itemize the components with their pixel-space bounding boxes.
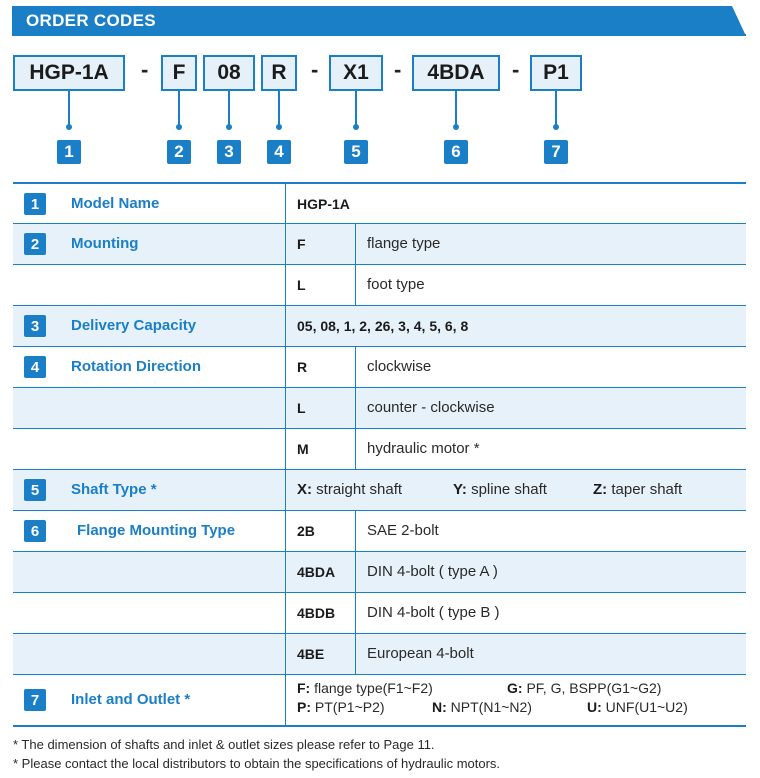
row-label-cell	[13, 184, 285, 223]
column-divider	[285, 593, 286, 633]
table-row	[13, 306, 746, 347]
column-divider	[285, 265, 286, 305]
table-row	[13, 429, 746, 470]
code-part-inlet: P1	[530, 55, 582, 91]
row-code: 2B	[297, 523, 315, 539]
row-desc: DIN 4-bolt ( type B )	[367, 604, 500, 621]
column-divider	[355, 552, 356, 592]
connector-dot	[66, 124, 72, 130]
table-row	[13, 347, 746, 388]
footnote-1: * The dimension of shafts and inlet & outlet sizes please refer to Page 11.	[13, 737, 435, 752]
code-part-model: HGP-1A	[13, 55, 125, 91]
shaft-option-y: Y: spline shaft	[453, 481, 547, 498]
row-number: 4	[24, 356, 46, 378]
row-code: L	[297, 277, 306, 293]
shaft-option-x: X: straight shaft	[297, 481, 403, 498]
badge-4: 4	[267, 140, 291, 164]
row-desc: foot type	[367, 276, 425, 293]
column-divider	[285, 184, 286, 223]
row-code: F	[297, 236, 306, 252]
badge-3: 3	[217, 140, 241, 164]
badge-7: 7	[544, 140, 568, 164]
table-row	[13, 675, 746, 727]
section-header	[12, 6, 746, 36]
table-row	[13, 265, 746, 306]
table-row	[13, 182, 746, 224]
connector-line	[68, 91, 70, 125]
row-code: HGP-1A	[297, 196, 350, 212]
row-code: L	[297, 400, 306, 416]
column-divider	[285, 388, 286, 428]
row-desc: European 4-bolt	[367, 645, 474, 662]
inlet-option-f: F: flange type(F1~F2)	[297, 680, 433, 696]
row-desc: flange type	[367, 235, 441, 252]
table-row	[13, 388, 746, 429]
column-divider	[355, 634, 356, 674]
connector-dot	[353, 124, 359, 130]
column-divider	[285, 347, 286, 387]
badge-1: 1	[57, 140, 81, 164]
header-underline	[12, 34, 746, 36]
row-desc: clockwise	[367, 358, 432, 375]
row-code: M	[297, 441, 309, 457]
table-row	[13, 511, 746, 552]
table-row	[13, 470, 746, 511]
row-number: 1	[24, 193, 46, 215]
code-part-rotation: R	[261, 55, 297, 91]
connector-line	[355, 91, 357, 125]
connector-line	[555, 91, 557, 125]
connector-dot	[453, 124, 459, 130]
row-label: Rotation Direction	[71, 358, 201, 375]
connector-dot	[176, 124, 182, 130]
connector-dot	[553, 124, 559, 130]
connector-line	[278, 91, 280, 125]
row-desc: DIN 4-bolt ( type A )	[367, 563, 498, 580]
connector-dot	[276, 124, 282, 130]
inlet-option-u: U: UNF(U1~U2)	[587, 699, 688, 715]
row-number: 7	[24, 689, 46, 711]
row-desc: hydraulic motor *	[367, 440, 480, 457]
code-dash: -	[512, 57, 520, 82]
row-number: 2	[24, 233, 46, 255]
code-part-capacity: 08	[203, 55, 255, 91]
column-divider	[285, 429, 286, 469]
badge-6: 6	[444, 140, 468, 164]
row-label: Inlet and Outlet *	[71, 691, 191, 708]
inlet-option-n: N: NPT(N1~N2)	[432, 699, 532, 715]
row-label: Delivery Capacity	[71, 317, 197, 334]
column-divider	[355, 429, 356, 469]
row-number: 6	[24, 520, 46, 542]
code-dash: -	[394, 57, 402, 82]
row-number: 3	[24, 315, 46, 337]
badge-2: 2	[167, 140, 191, 164]
column-divider	[355, 593, 356, 633]
connector-dot	[226, 124, 232, 130]
column-divider	[285, 511, 286, 551]
code-part-flange: 4BDA	[412, 55, 500, 91]
column-divider	[355, 388, 356, 428]
row-label: Model Name	[71, 195, 160, 212]
badge-5: 5	[344, 140, 368, 164]
column-divider	[285, 306, 286, 346]
row-code: 4BDA	[297, 564, 336, 580]
row-label: Mounting	[71, 235, 139, 252]
row-code: R	[297, 359, 308, 375]
footnote-2: * Please contact the local distributors to obtain the specifications of hydraulic motors.	[13, 756, 501, 771]
row-desc: SAE 2-bolt	[367, 522, 439, 539]
connector-line	[455, 91, 457, 125]
connector-line	[178, 91, 180, 125]
inlet-option-g: G: PF, G, BSPP(G1~G2)	[507, 680, 662, 696]
table-row	[13, 552, 746, 593]
row-desc: counter - clockwise	[367, 399, 495, 416]
column-divider	[285, 470, 286, 510]
inlet-option-p: P: PT(P1~P2)	[297, 699, 385, 715]
connector-line	[228, 91, 230, 125]
row-label: Shaft Type *	[71, 481, 157, 498]
section-title: ORDER CODES	[26, 11, 156, 30]
code-part-mounting: F	[161, 55, 197, 91]
column-divider	[285, 675, 286, 725]
column-divider	[355, 511, 356, 551]
table-row	[13, 593, 746, 634]
code-dash: -	[141, 57, 149, 82]
shaft-option-z: Z: taper shaft	[593, 481, 683, 498]
column-divider	[285, 552, 286, 592]
table-row	[13, 224, 746, 265]
row-code: 4BDB	[297, 605, 336, 621]
row-label: Flange Mounting Type	[77, 522, 236, 539]
column-divider	[285, 224, 286, 264]
column-divider	[355, 224, 356, 264]
column-divider	[285, 634, 286, 674]
column-divider	[355, 347, 356, 387]
table-row	[13, 634, 746, 675]
row-code: 05, 08, 1, 2, 26, 3, 4, 5, 6, 8	[297, 318, 469, 334]
code-part-shaft: X1	[329, 55, 383, 91]
row-number: 5	[24, 479, 46, 501]
column-divider	[355, 265, 356, 305]
code-dash: -	[311, 57, 319, 82]
row-code: 4BE	[297, 646, 325, 662]
